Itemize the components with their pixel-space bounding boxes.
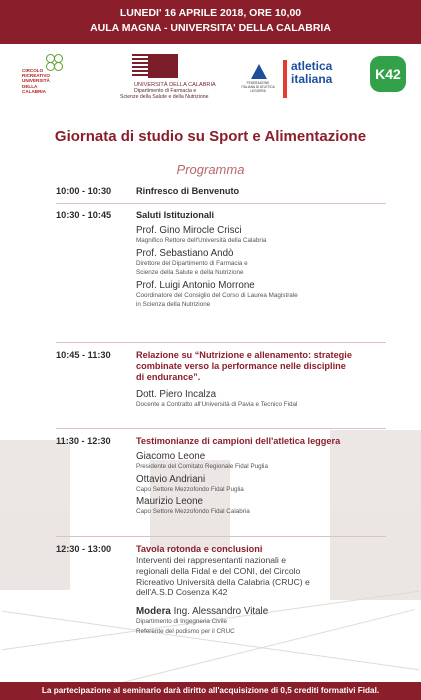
- unical-logo: [98, 54, 228, 110]
- program-heading: Programma: [176, 162, 245, 177]
- speaker-role: Presidente del Comitato Regionale Fidal Puglia: [136, 463, 268, 470]
- divider: [56, 342, 386, 343]
- cruc-logo-text: CIRCOLO RICREATIVO UNIVERSITÀ DELLA CALABRIA: [22, 68, 50, 94]
- speaker-role: in Scienza della Nutrizione: [136, 301, 211, 308]
- schedule-time: 10:45 - 11:30: [56, 350, 111, 360]
- speaker-name: Dott. Piero Incalza: [136, 389, 217, 400]
- event-date: LUNEDI' 16 APRILE 2018, ORE 10,00: [119, 7, 302, 19]
- cruc-logo: [18, 52, 78, 104]
- schedule-time: 12:30 - 13:00: [56, 544, 112, 554]
- moderator-line: [136, 606, 416, 617]
- fidal-logo: [240, 62, 276, 102]
- speaker-role: Magnifico Rettore dell'Università della Calabria: [136, 237, 267, 244]
- speaker-role: Coordinatore del Consiglio del Corso di Laurea Magistrale: [136, 291, 298, 299]
- moderator-role: Referente del podismo per il CRUC: [136, 627, 235, 635]
- schedule-subject: combinate verso la performance nelle discipline: [136, 361, 346, 371]
- schedule-subject: Relazione su “Nutrizione e allenamento: strategie: [136, 350, 352, 360]
- schedule-time: 10:30 - 10:45: [56, 210, 112, 220]
- fidal-logo-text: FEDERAZIONE ITALIANA DI ATLETICA LEGGERA: [241, 81, 275, 93]
- divider: [56, 203, 386, 204]
- logos-row: [0, 52, 421, 112]
- fidal-triangle-icon: [251, 64, 267, 79]
- schedule-subject: di endurance”.: [136, 372, 201, 382]
- schedule-description: regionali della Fidal e del CONI, del Circolo: [136, 565, 301, 576]
- schedule-subject: Testimonianze di campioni dell'atletica leggera: [136, 436, 341, 446]
- schedule-time: 10:00 - 10:30: [56, 186, 112, 196]
- speaker-name: Maurizio Leone: [136, 496, 203, 507]
- header-banner: [0, 0, 421, 44]
- speaker-name: Prof. Luigi Antonio Morrone: [136, 279, 255, 291]
- schedule-description: Interventi dei rappresentanti nazionali e: [136, 555, 287, 565]
- speaker-name: Giacomo Leone: [136, 451, 206, 462]
- schedule-description: Ricreativo Università della Calabria (CRUC) e: [136, 576, 310, 587]
- divider: [56, 536, 386, 537]
- divider: [56, 428, 386, 429]
- moderator-role: Dipartimento di Ingegneria Civile: [136, 618, 228, 626]
- schedule-time: 11:30 - 12:30: [56, 436, 111, 446]
- unical-logo-text: UNIVERSITÀ DELLA CALABRIA Dipartimento di Farmacia e Scienze della Salute e della Nutrizione: [120, 82, 216, 100]
- speaker-role: Capo Settore Mezzofondo Fidal Calabria: [136, 508, 250, 515]
- speaker-role: Direttore del Dipartimento di Farmacia e: [136, 259, 248, 267]
- schedule-description: dell'A.S.D Cosenza K42: [136, 587, 228, 598]
- moderator-name: Ing. Alessandro Vitale: [173, 606, 269, 618]
- moderator-label: Modera: [136, 606, 171, 618]
- k42-logo: K42: [370, 56, 406, 92]
- unical-mark-icon: [132, 54, 178, 78]
- event-venue: AULA MAGNA - UNIVERSITA' DELLA CALABRIA: [90, 22, 331, 34]
- speaker-role: Capo Settore Mezzofondo Fidal Puglia: [136, 485, 244, 493]
- speaker-role: Scienze della Salute e della Nutrizione: [136, 269, 244, 276]
- speaker-name: Prof. Gino Mirocle Crisci: [136, 225, 242, 236]
- schedule-subject: Saluti Istituzionali: [136, 210, 215, 220]
- footer-banner: La partecipazione al seminario darà diritto all'acquisizione di 0,5 crediti formativi Fidal.: [0, 682, 421, 700]
- schedule-subject: Tavola rotonda e conclusioni: [136, 544, 263, 554]
- event-title: Giornata di studio su Sport e Alimentazione: [54, 128, 367, 145]
- schedule-subject: Rinfresco di Benvenuto: [136, 186, 240, 196]
- speaker-name: Prof. Sebastiano Andò: [136, 247, 234, 259]
- speaker-name: Ottavio Andriani: [136, 473, 206, 485]
- speaker-role: Docente a Contratto all'Università di Pavia e Tecnico Fidal: [136, 401, 298, 408]
- atletica-italiana-logo: atletica italiana: [283, 60, 333, 98]
